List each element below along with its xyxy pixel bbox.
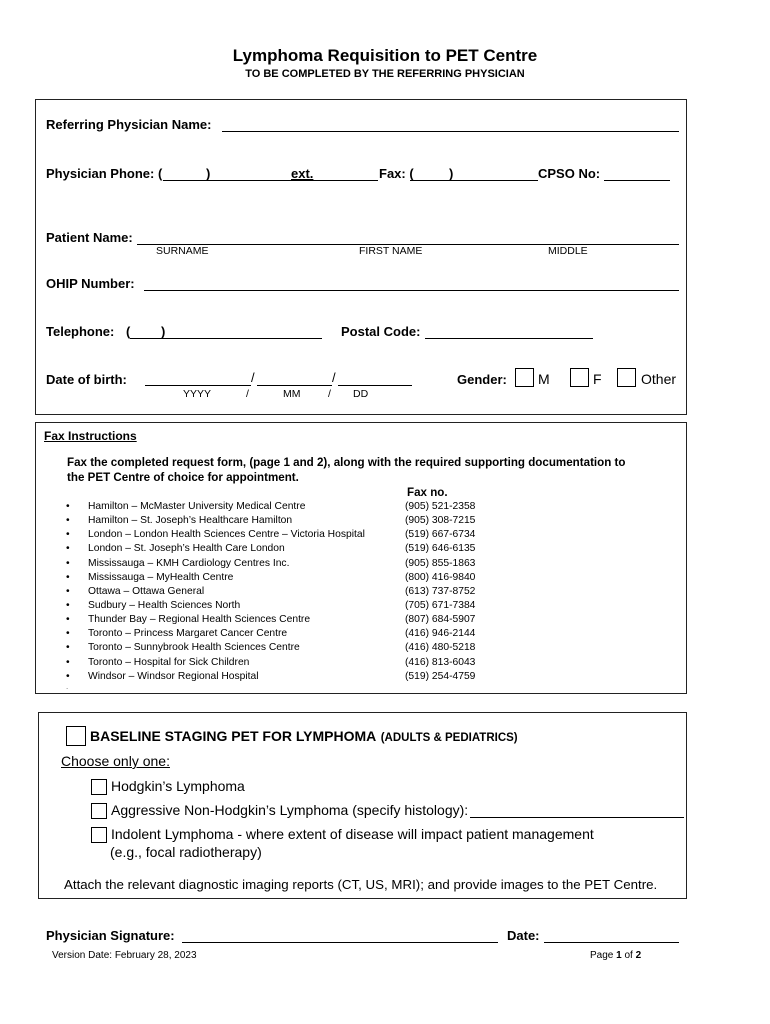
page-prefix: Page: [590, 950, 614, 961]
fax-centre-name: Sudbury – Health Sciences North: [88, 599, 241, 611]
gender-m-label: M: [538, 371, 550, 387]
bullet-icon: •: [66, 501, 70, 512]
telephone-field[interactable]: [165, 338, 322, 339]
bullet-icon: •: [66, 585, 70, 597]
fax-centre-name: Toronto – Hospital for Sick Children: [88, 656, 250, 668]
middle-caption: MIDDLE: [548, 245, 588, 257]
staging-heading-suffix: (ADULTS & PEDIATRICS): [380, 732, 518, 744]
postal-code-field[interactable]: [425, 338, 593, 339]
fax-centre-number: (705) 671-7384: [405, 599, 476, 611]
indolent-label-line1: Indolent Lymphoma - where extent of disease will impact patient management: [111, 826, 594, 842]
fax-list-trailing-dot: .: [66, 682, 69, 691]
histology-field[interactable]: [470, 817, 684, 818]
bullet-icon: •: [66, 599, 70, 611]
fax-intro-line2: the PET Centre of choice for appointment.: [67, 471, 299, 484]
fax-centre-number: (416) 813-6043: [405, 656, 476, 668]
fax-centre-name: Toronto – Princess Margaret Cancer Centre: [88, 628, 288, 640]
fax-centre-name: Hamilton – St. Joseph’s Healthcare Hamilton: [88, 515, 293, 527]
dob-year-field[interactable]: [145, 385, 251, 386]
telephone-area-field[interactable]: [130, 338, 165, 339]
fax-centre-row: [64, 500, 495, 514]
fax-centre-list: [64, 500, 495, 684]
dob-slash-caption-1: /: [246, 388, 249, 400]
fax-centre-number: (519) 646-6135: [405, 543, 476, 555]
aggressive-nhl-label: Aggressive Non-Hodgkin’s Lymphoma (specify histology):: [111, 802, 469, 818]
gender-m-checkbox[interactable]: [515, 368, 534, 387]
page-number: [590, 950, 641, 961]
cpso-field[interactable]: [604, 180, 670, 181]
fax-centre-number: (519) 254-4759: [405, 670, 476, 682]
fax-centre-row: [64, 656, 495, 670]
staging-heading: [90, 728, 518, 746]
first-name-caption: FIRST NAME: [359, 245, 423, 257]
fax-centre-number: (416) 946-2144: [405, 628, 476, 640]
gender-other-label: Other: [641, 371, 677, 387]
aggressive-nhl-checkbox[interactable]: [91, 803, 107, 819]
referring-physician-field[interactable]: [222, 131, 679, 132]
bullet-icon: •: [66, 571, 70, 583]
ext-label: ext.: [291, 166, 314, 181]
fax-centre-name: Mississauga – MyHealth Centre: [88, 571, 234, 583]
indolent-label-line2: (e.g., focal radiotherapy): [110, 844, 262, 860]
telephone-open: (: [126, 324, 131, 339]
form-title: Lymphoma Requisition to PET Centre: [232, 46, 538, 65]
fax-centre-row: [64, 613, 495, 627]
fax-centre-row: [64, 627, 495, 641]
signature-label: Physician Signature:: [46, 928, 175, 943]
fax-intro-line1: Fax the completed request form, (page 1 and 2), along with the required supporting documentation to: [67, 456, 626, 469]
page-current: 1: [616, 950, 622, 961]
indolent-checkbox[interactable]: [91, 827, 107, 843]
fax-centre-name: Ottawa – Ottawa General: [88, 585, 205, 597]
dob-month-field[interactable]: [257, 385, 332, 386]
fax-centre-number: (416) 480-5218: [405, 642, 476, 654]
bullet-icon: •: [66, 628, 70, 640]
telephone-close: ): [161, 324, 166, 339]
bullet-icon: •: [66, 656, 70, 668]
fax-centre-row: [64, 557, 495, 571]
fax-centre-row: [64, 571, 495, 585]
dob-slash-2: /: [332, 370, 336, 385]
bullet-icon: •: [66, 614, 70, 626]
page-total: 2: [635, 950, 642, 961]
dob-yyyy-caption: YYYY: [183, 388, 212, 400]
staging-heading-text: BASELINE STAGING PET FOR LYMPHOMA: [90, 728, 377, 744]
telephone-label: Telephone:: [46, 324, 115, 339]
version-date: Version Date: February 28, 2023: [52, 950, 197, 961]
postal-code-label: Postal Code:: [341, 324, 421, 339]
fax-centre-number: (905) 308-7215: [405, 515, 476, 527]
fax-centre-number: (807) 684-5907: [405, 614, 476, 626]
surname-caption: SURNAME: [156, 245, 209, 257]
fax-centre-name: Thunder Bay – Regional Health Sciences Centre: [88, 614, 311, 626]
hodgkins-label: Hodgkin’s Lymphoma: [111, 778, 245, 794]
hodgkins-checkbox[interactable]: [91, 779, 107, 795]
physician-phone-close: ): [206, 166, 211, 181]
gender-f-label: F: [593, 371, 602, 387]
fax-centre-name: London – St. Joseph’s Health Care London: [88, 543, 285, 555]
fax-centre-row: [64, 641, 495, 655]
gender-f-checkbox[interactable]: [570, 368, 589, 387]
fax-centre-number: (613) 737-8752: [405, 585, 476, 597]
physician-fax-area-field[interactable]: [410, 180, 454, 181]
fax-instructions-heading: Fax Instructions: [44, 429, 137, 443]
page-of: of: [624, 950, 633, 961]
fax-centre-name: Mississauga – KMH Cardiology Centres Inc.: [88, 557, 290, 569]
info-section: [35, 99, 687, 415]
fax-centre-name: London – London Health Sciences Centre – Victoria Hospital: [88, 529, 365, 541]
dob-day-field[interactable]: [338, 385, 412, 386]
ohip-field[interactable]: [144, 290, 679, 291]
fax-centre-row: [64, 585, 495, 599]
bullet-icon: •: [66, 515, 70, 527]
fax-centre-row: [64, 670, 495, 684]
dob-slash-caption-2: /: [328, 388, 331, 400]
dob-slash-1: /: [251, 370, 255, 385]
bullet-icon: •: [66, 529, 70, 541]
fax-centre-row: [64, 514, 495, 528]
fax-close: ): [449, 166, 454, 181]
fax-centre-row: [64, 542, 495, 556]
form-subtitle: TO BE COMPLETED BY THE REFERRING PHYSICIAN: [245, 68, 525, 80]
fax-centre-number: (905) 521-2358: [405, 501, 476, 512]
physician-fax-field[interactable]: [454, 180, 538, 181]
signature-field[interactable]: [182, 942, 498, 943]
dob-label: Date of birth:: [46, 372, 127, 387]
fax-centre-row: [64, 528, 495, 542]
fax-centre-name: Windsor – Windsor Regional Hospital: [88, 670, 259, 682]
bullet-icon: •: [66, 557, 70, 569]
fax-centre-name: Toronto – Sunnybrook Health Sciences Centre: [88, 642, 300, 654]
baseline-staging-checkbox[interactable]: [66, 726, 86, 746]
attach-reports-note: Attach the relevant diagnostic imaging reports (CT, US, MRI); and provide images to the PET Centre.: [64, 877, 658, 892]
dob-dd-caption: DD: [353, 388, 369, 400]
fax-centre-name: Hamilton – McMaster University Medical Centre: [88, 501, 306, 512]
fax-label: Fax: (: [379, 166, 414, 181]
referring-physician-label: Referring Physician Name:: [46, 117, 212, 132]
date-label: Date:: [507, 928, 540, 943]
physician-phone-label: Physician Phone: (: [46, 166, 163, 181]
fax-number-header: Fax no.: [407, 486, 448, 499]
ohip-label: OHIP Number:: [46, 276, 135, 291]
fax-centre-number: (800) 416-9840: [405, 571, 476, 583]
bullet-icon: •: [66, 543, 70, 555]
gender-label: Gender:: [457, 372, 507, 387]
choose-only-one-label: Choose only one:: [61, 753, 170, 769]
bullet-icon: •: [66, 670, 70, 682]
gender-other-checkbox[interactable]: [617, 368, 636, 387]
fax-centre-number: (519) 667-6734: [405, 529, 476, 541]
fax-centre-number: (905) 855-1863: [405, 557, 476, 569]
patient-name-label: Patient Name:: [46, 230, 133, 245]
dob-mm-caption: MM: [283, 388, 301, 400]
fax-centre-row: [64, 599, 495, 613]
date-field[interactable]: [544, 942, 679, 943]
cpso-label: CPSO No:: [538, 166, 601, 181]
bullet-icon: •: [66, 642, 70, 654]
physician-phone-area-field[interactable]: [163, 180, 211, 181]
